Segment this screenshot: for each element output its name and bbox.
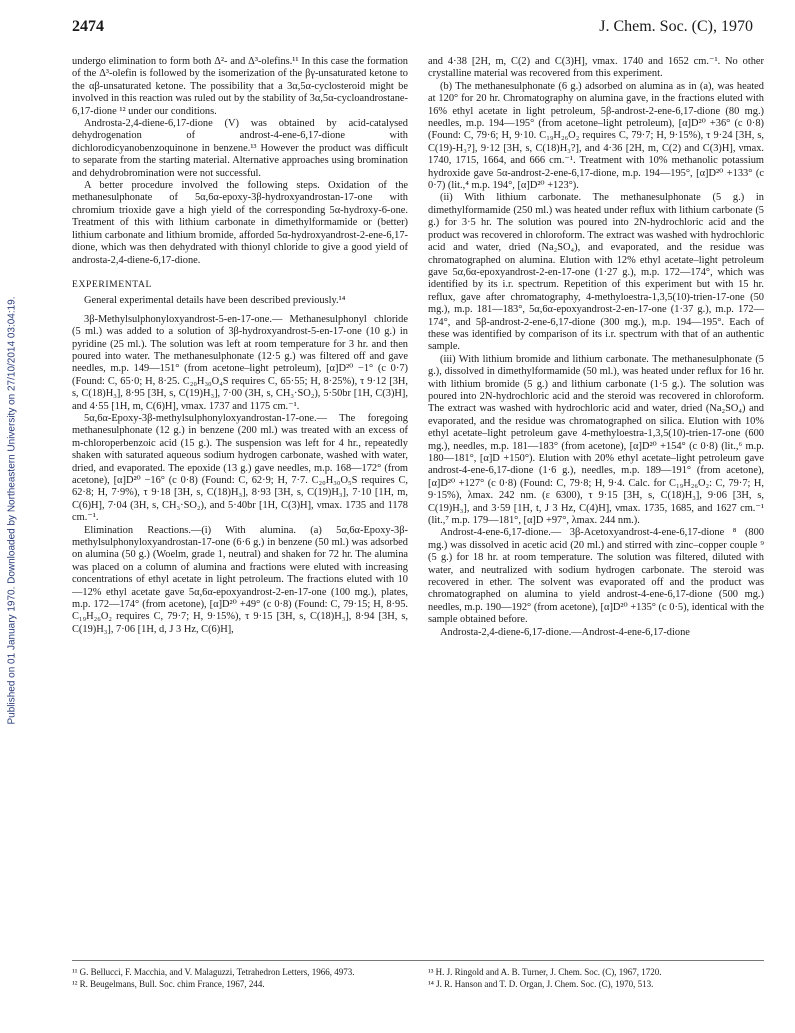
paragraph: General experimental details have been described previously.¹⁴ — [84, 295, 346, 307]
page-number: 2474 — [72, 18, 104, 35]
paragraph: A better procedure involved the following steps. Oxidation of the methanesulphonate of 5α,6α-epoxy-3β-hydroxyandrostan-17-one with chromium trioxide gave a high yield of the corresponding 5α-hydroxy-6-one. Treatment of this with lithium carbonate in dimethylformamide or (better) lithium carbonate and lithium bromide, afforded 5α-hydroxyandrost-2-ene-6,17-dione, which was then dehydrated with thionyl chloride to give a good yield of androsta-2,4-diene-6,17-dione. — [72, 180, 408, 266]
paragraph: Androsta-2,4-diene-6,17-dione (V) was obtained by acid-catalysed dehydrogenation of androst-4-ene-6,17-dione with dichlorodicyanobenzoquinone in benzene.¹³ However the product was difficult to separate from the starting material. Alternative approaches using bromination and dehydrobromination were not successful. — [72, 118, 408, 179]
paragraph-continued: undergo elimination to form both Δ²- and Δ³-olefins.¹¹ In this case the formation of the Δ³-olefin is followed by the isomerization of the βγ-unsaturated ketone to the αβ-unsaturated ketone. The possibility that a 3α,5α-cyclosteroid might be involved in this reaction was ruled out by the stability of 3α,5α-cycloandrostane-6,17-dione ¹² under our conditions. — [72, 56, 408, 117]
footnote: ¹⁴ J. R. Hanson and T. D. Organ, J. Chem. Soc. (C), 1970, 513. — [428, 979, 654, 989]
paragraph-continued: and 4·38 [2H, m, C(2) and C(3)H], νmax. 1740 and 1652 cm.⁻¹. No other crystalline material was recovered from this experiment. — [428, 56, 764, 80]
procedure-paragraph: 3β-Methylsulphonyloxyandrost-5-en-17-one.— Methanesulphonyl chloride (5 ml.) was added to a solution of 3β-hydroxyandrost-5-en-17-one (10 g.) in pyridine (25 ml.). The solution was left at room temperature for 3 hr. and then poured into water. The methanesulphonate (12·5 g.) was filtered off and gave needles, m.p. 149—151° (from acetone–light petroleum), [α]D²⁰ −1° (c 0·7) (Found: C, 65·0; H, 8·25. C₂₀H₃₀O₄S requires C, 65·55; H, 8·25%), τ 9·12 [3H, s, C(18)H₃], 8·95 [3H, s, C(19)H₃], 7·00 (3H, s, CH₃·SO₂), 5·50br [1H, C(3)H], and 4·55 [1H, m, C(6)H], νmax. 1737 and 1175 cm.⁻¹. — [72, 313, 408, 412]
procedure-paragraph: Androst-4-ene-6,17-dione.— 3β-Acetoxyandrost-4-ene-6,17-dione ⁸ (800 mg.) was dissolved in acetic acid (20 ml.) and stirred with zinc–copper couple ⁹ (5 g.) for 18 hr. at room temperature. The solution was filtered, diluted with water, and neutralized with sodium hydrogen carbonate. The steroid was recovered in ether. The solvent was evaporated off and the product was chromatographed on alumina to yield androst-4-ene-6,17-dione (500 mg.) needles, m.p. 190—192° (from acetone), [α]D²⁰ +135° (c 0·5), identical with the sample obtained before. — [428, 527, 764, 626]
download-stamp-text: Published on 01 January 1970. Downloaded by Northeastern University on 27/10/2014 03:04:19. — [6, 295, 18, 725]
procedure-paragraph: Androsta-2,4-diene-6,17-dione.—Androst-4-ene-6,17-dione — [440, 626, 690, 638]
section-heading-experimental: EXPERIMENTAL — [72, 278, 152, 290]
procedure-paragraph: (ii) With lithium carbonate. The methanesulphonate (5 g.) in dimethylformamide (250 ml.) was heated under reflux with lithium carbonate (5 g.) for 3·5 hr. The solution was poured into 2N-hydrochloric acid and the product was recovered in chloroform. The extract was washed with hydrochloric acid and water, dried (Na₂SO₄), and evaporated, and the residue was chromatographed on alumina. Elution with 12% ethyl acetate–light petroleum gave 5α,6α-epoxyandrost-2-en-17-one (1·27 g.), m.p. 172—174°, which was identified by its i.r. spectrum. Repetition of this experiment but with 15 hr. reflux, gave after chromatography, 4-methyloestra-1,3,5(10)-trien-17-one (50 mg.), m.p. 181—183°, 5α,6α-epoxyandrost-2-en-17-one (1·37 g.), m.p. 172—174°, and 5β-androst-2-ene-6,17-dione (300 mg.), m.p. 194—195°. Each of these was identified by comparison of its i.r. spectrum with that of an authentic sample. — [428, 192, 764, 353]
footnote: ¹³ H. J. Ringold and A. B. Turner, J. Chem. Soc. (C), 1967, 1720. — [428, 967, 662, 977]
procedure-paragraph: 5α,6α-Epoxy-3β-methylsulphonyloxyandrostan-17-one.— The foregoing methanesulphonate (12 g.) in benzene (200 ml.) was treated with an excess of m-chloroperbenzoic acid (15 g.). The suspension was left for 4 hr., repeatedly shaken with saturated aqueous sodium hydrogen carbonate, washed with water, dried, and evaporated. The epoxide (13 g.) gave needles, m.p. 168—172° (from acetone), [α]D²⁰ −16° (c 0·8) (Found: C, 62·9; H, 7·7. C₂₀H₃₀O₅S requires C, 62·8; H, 7·9%), τ 9·18 [3H, s, C(18)H₃], 8·93 [3H, s, C(19)H₃], 7·10 [1H, m, C(6)H], 7·04 (3H, s, CH₃·SO₂), and 5·40br [1H, C(3)H], νmax. 1735 and 1178 cm.⁻¹. — [72, 412, 408, 524]
procedure-paragraph: (iii) With lithium bromide and lithium carbonate. The methanesulphonate (5 g.), dissolved in dimethylformamide (50 ml.), was heated under reflux for 16 hr. with lithium bromide (5 g.) and lithium carbonate (1·5 g.). The solution was poured into 2N-hydrochloric acid and the steroid was recovered in chloroform. The extract was washed with hydrochloric acid and water, dried (Na₂SO₄) and evaporated, and the residue was chromatographed on silica. Elution with 10% ethyl acetate–light petroleum gave 4-methyloestra-1,3,5(10)-trien-17-one (600 mg.), needles, m.p. 181—183° (from acetone), [α]D²⁰ +154° (c 0·8) (lit.,⁶ m.p. 180—181°, [α]D +150°). Elution with 20% ethyl acetate–light petroleum gave androst-4-ene-6,17-dione (1·6 g.), needles, m.p. 189—191° (from acetone), [α]D²⁰ +127° (c 0·8) (Found: C, 79·8; H, 9·4. Calc. for C₁₉H₂₆O₂: C, 79·7; H, 9·15%), λmax. 242 nm. (ε 6300), τ 9·15 [3H, s, C(18)H₃], 9·06 [3H, s, C(19)H₃], and 3·59 [1H, t, J 3 Hz, C(4)H], νmax. 1735, 1685, and 1627 cm.⁻¹ (lit.,⁷ m.p. 179—181°, [α]D +97°, λmax. 244 nm.). — [428, 353, 764, 527]
procedure-paragraph: Elimination Reactions.—(i) With alumina. (a) 5α,6α-Epoxy-3β-methylsulphonyloxyandrostan-17-one (6·6 g.) in benzene (50 ml.) was adsorbed on alumina (50 g.) (Woelm, grade 1, neutral) and shaken for 72 hr. The alumina was placed on a column of alumina and fractions were eluted with increasing concentrations of ethyl acetate in light petroleum. The fractions eluted with 10—12% ethyl acetate gave 5α,6α-epoxyandrost-2-en-17-one (100 mg.), plates, m.p. 172—174° (from acetone), [α]D²⁰ +49° (c 0·8) (Found: C, 79·15; H, 8·95. C₁₉H₂₆O₂ requires C, 79·7; H, 9·15%), τ 9·15 [3H, s, C(18)H₃], 8·94 [3H, s, C(19)H₃], 7·06 [1H, d, J 3 Hz, C(6)H], — [72, 524, 408, 635]
footnotes-right — [428, 967, 764, 1031]
procedure-paragraph: (b) The methanesulphonate (6 g.) adsorbed on alumina as in (a), was heated at 120° for 20 hr. Chromatography on alumina gave, in the fractions eluted with 16% ethyl acetate in light petroleum, 5β-androst-2-ene-6,17-dione (80 mg.) needles, m.p. 194—195° (from acetone–light petroleum), [α]D²⁰ +36° (c 0·8) (Found: C, 79·6; H, 9·10. C₁₉H₂₆O₂ requires C, 79·7; H, 9·15%), τ 9·24 [3H, s, C(19)-H₃?], 9·12 [3H, s, C(18)H₃?], and 4·36 [2H, m, C(2) and C(3)H], νmax. 1740, 1715, 1664, and 666 cm.⁻¹. Treatment with 10% methanolic potassium hydroxide gave 5α-androst-2-ene-6,17-dione, m.p. 194—195°, [α]D²⁰ +133° (c 0·7) (lit.,⁴ m.p. 194°, [α]D²⁰ +123°). — [428, 80, 764, 192]
footnote: ¹¹ G. Bellucci, F. Macchia, and V. Malaguzzi, Tetrahedron Letters, 1966, 4973. — [72, 967, 355, 977]
journal-running-head: J. Chem. Soc. (C), 1970 — [599, 18, 753, 35]
footnote: ¹² R. Beugelmans, Bull. Soc. chim France, 1967, 244. — [72, 979, 265, 989]
footnotes — [72, 960, 764, 1031]
footnotes-left — [72, 967, 408, 1031]
left-column — [72, 56, 408, 952]
article-body — [72, 56, 764, 952]
page-header — [72, 18, 753, 42]
download-stamp — [4, 60, 20, 960]
right-column — [428, 56, 764, 952]
